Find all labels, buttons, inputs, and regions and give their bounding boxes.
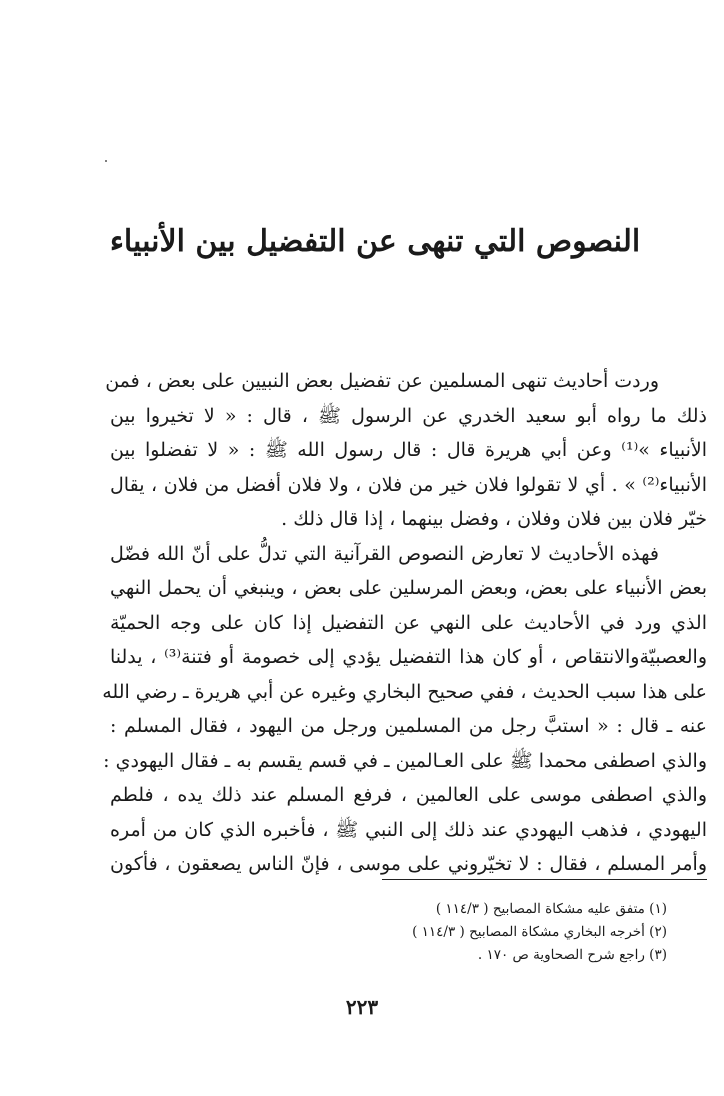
paragraph-line: الذي ورد في الأحاديث على النهي عن التفضيل إذا كان على وجه الحميّة [110, 611, 707, 634]
paragraph-line: وردت أحاديث تنهى المسلمين عن تفضيل بعض النبيين على بعض ، فمن [105, 370, 659, 392]
paragraph-line: عنه ـ قال : « استبَّ رجل من المسلمين ورجل من اليهود ، فقال المسلم : [110, 715, 707, 737]
chapter-title: النصوص التي تنهى عن التفضيل بين الأنبياء [109, 224, 641, 259]
footnote: (٣) راجع شرح الصحاوية ص ١٧٠ . [477, 947, 667, 963]
paragraph-line: والذي اصطفى محمدا ﷺ على العـالمين ـ في قسم يقسم به ـ فقال اليهودي : [103, 749, 707, 772]
footnotes [300, 898, 667, 967]
footnote-separator [382, 879, 707, 880]
paragraph-line: فهذه الأحاديث لا تعارض النصوص القرآنية التي تدلُّ على أنّ الله فضّل [110, 542, 659, 565]
paragraph-line: والعصبيّةوالانتقاص ، أو كان هذا التفضيل يؤدي إلى خصومة أو فتنة⁽³⁾ ، يدلنا [110, 646, 707, 668]
paragraph-line: على هذا سبب الحديث ، ففي صحيح البخاري وغيره عن أبي هريرة ـ رضي الله [102, 680, 707, 703]
page-number: ٢٢٣ [345, 995, 379, 1019]
paragraph-line: بعض الأنبياء على بعض، وبعض المرسلين على بعض ، وينبغي أن يحمل النهي [110, 577, 707, 599]
paragraph-line: ذلك ما رواه أبو سعيد الخدري عن الرسول ﷺ ، قال : « لا تخيروا بين [110, 404, 708, 427]
body-text [102, 364, 708, 882]
paragraph-line: الأنبياء »⁽¹⁾ وعن أبي هريرة قال : قال رسول الله ﷺ : « لا تفضلوا بين [110, 439, 707, 461]
footnote: (٢) أخرجه البخاري مشكاة المصابيح ( ١١٤/٣ ) [412, 924, 667, 940]
paragraph-line: اليهودي ، فذهب اليهودي عند ذلك إلى النبي ﷺ ، فأخبره الذي كان من أمره [110, 818, 707, 841]
paragraph-line: الأنبياء⁽²⁾ » . أي لا تقولوا فلان خير من فلان ، ولا فلان أفضل من فلان ، يقال [110, 473, 707, 496]
paragraph-line: وأمر المسلم ، فقال : لا تخيّروني على موسى ، فإنّ الناس يصعقون ، فأكون [110, 853, 707, 875]
print-speck [105, 160, 107, 162]
footnote: (١) متفق عليه مشكاة المصابيح ( ١١٤/٣ ) [435, 901, 667, 917]
paragraph-line: والذي اصطفى موسى على العالمين ، فرفع المسلم عند ذلك يده ، فلطم [110, 784, 707, 806]
paragraph-line: خيّر فلان بين فلان وفلان ، وفضل بينهما ، إذا قال ذلك . [281, 508, 707, 530]
